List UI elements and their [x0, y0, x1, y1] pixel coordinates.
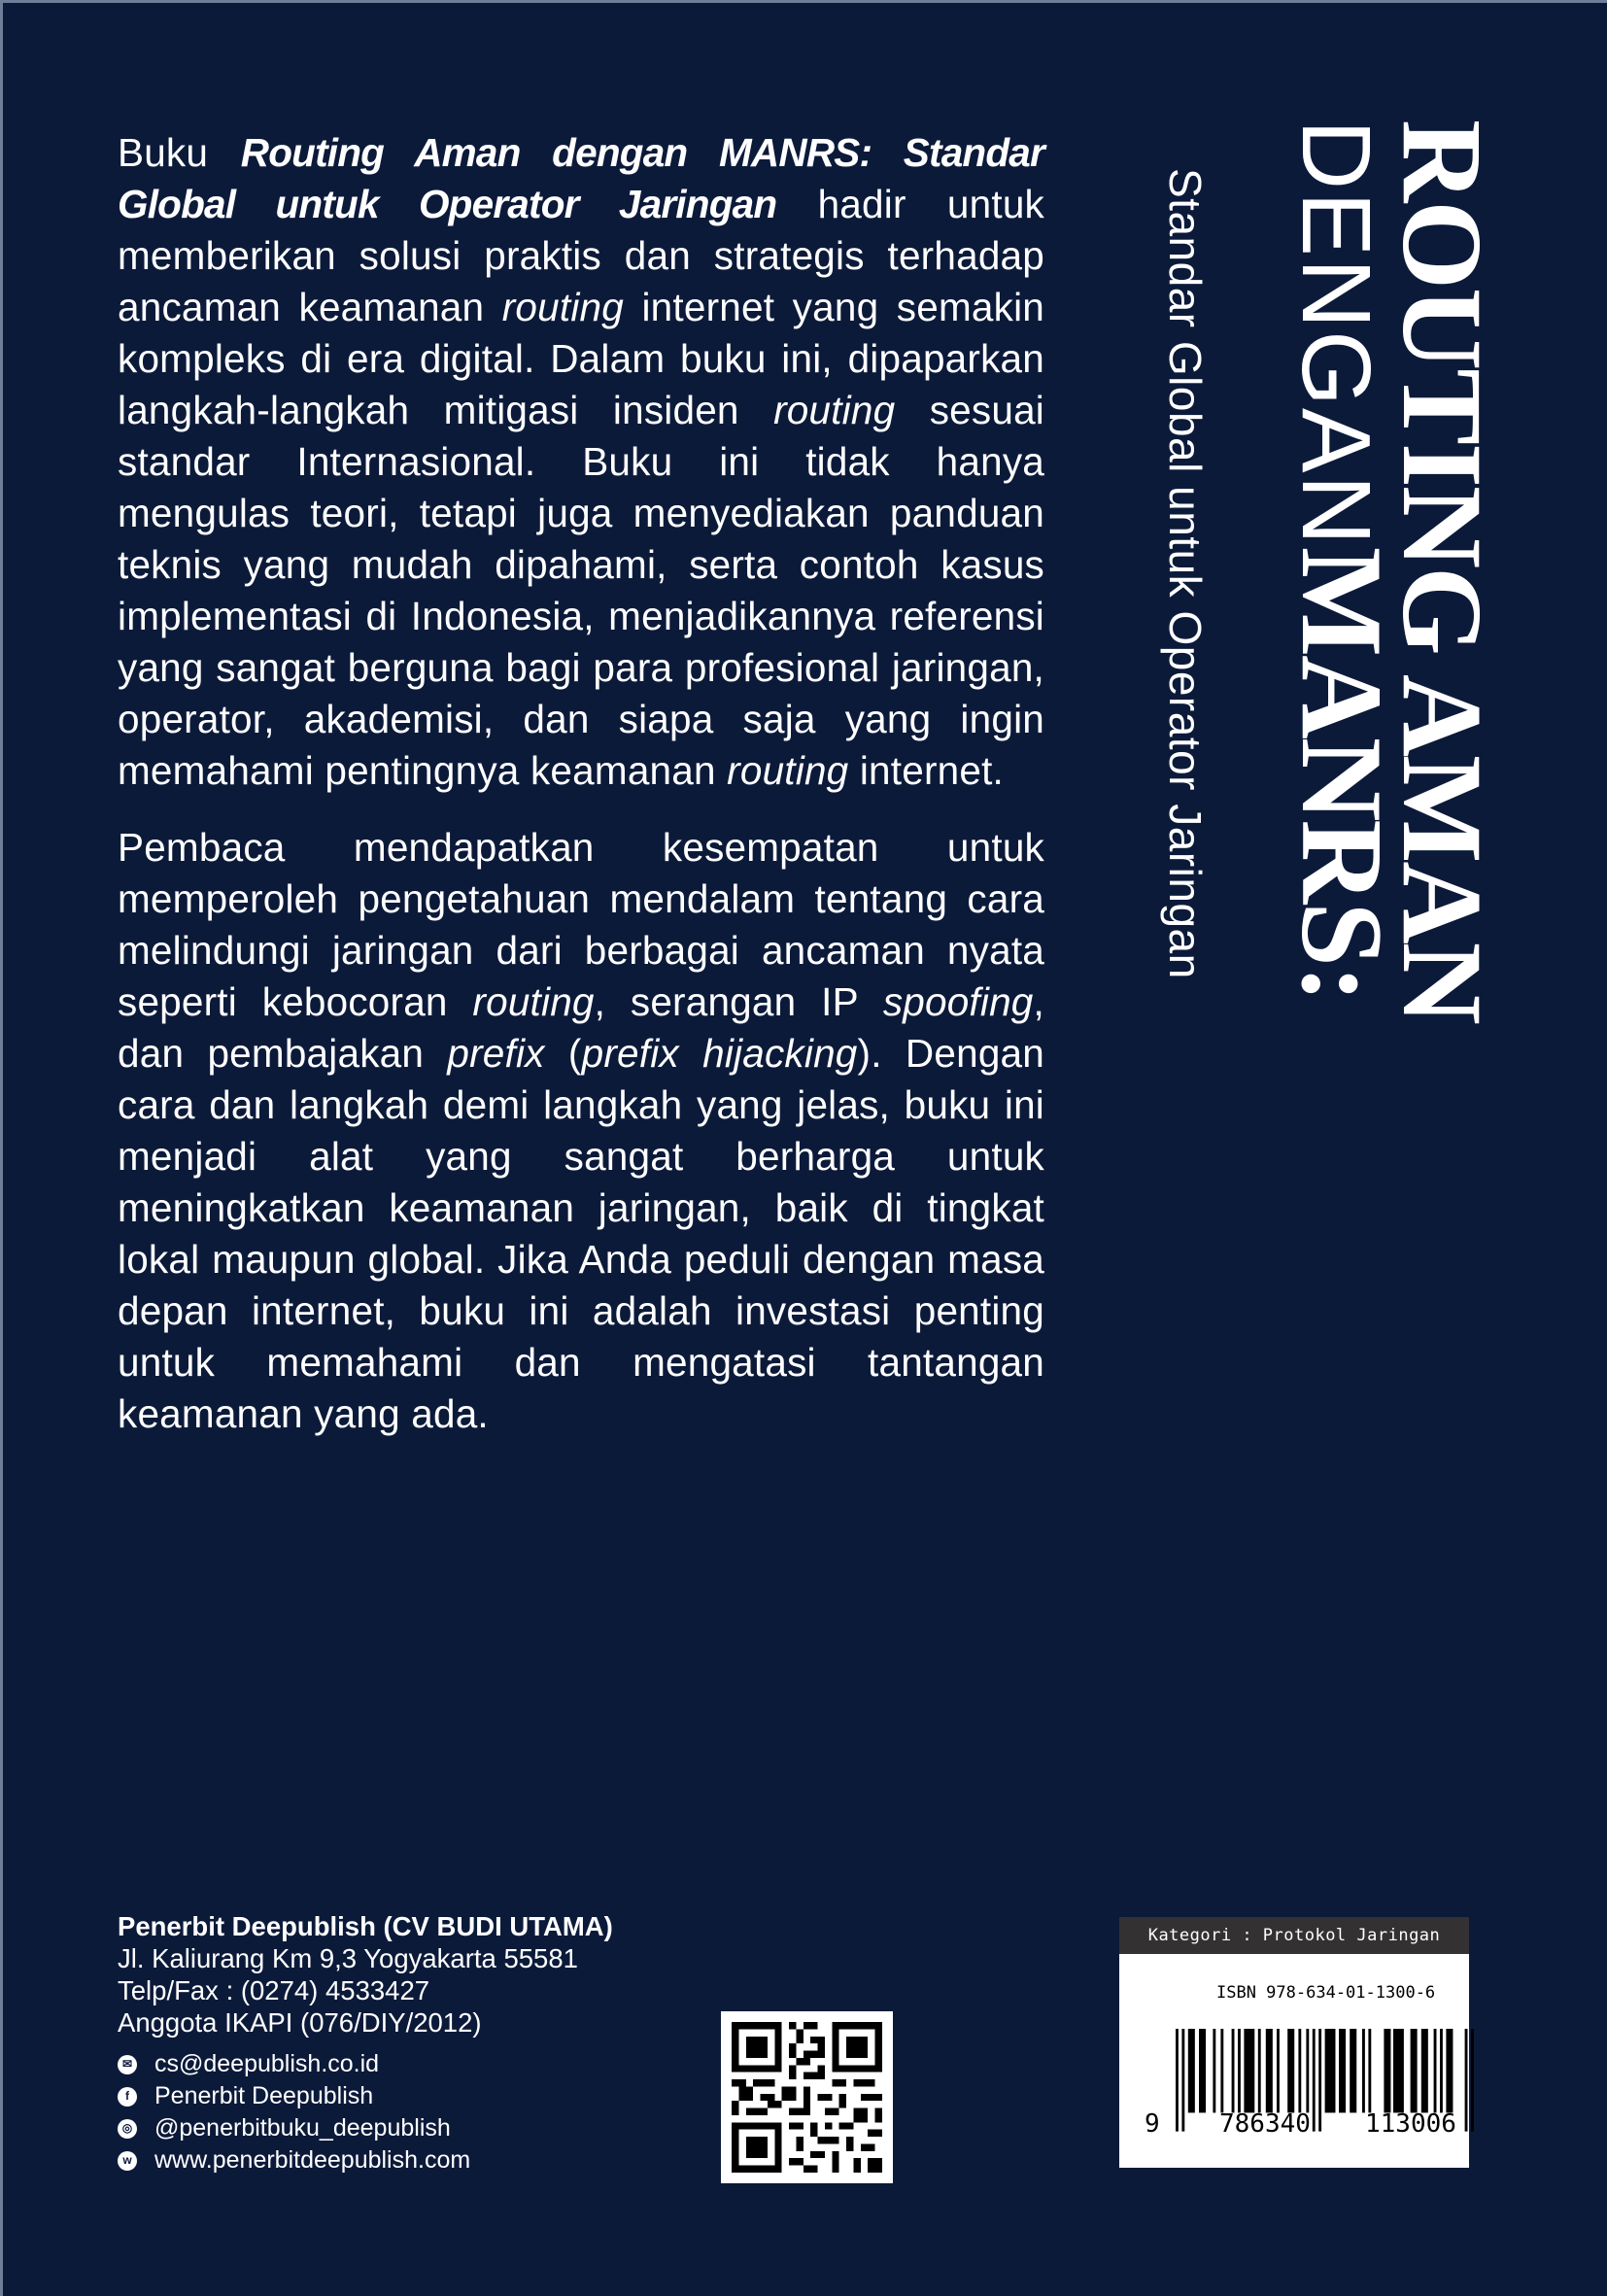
- title-line-1: ROUTING AMAN: [1379, 120, 1506, 1023]
- qr-code-icon: [732, 2022, 882, 2173]
- publisher-info: [118, 1910, 613, 2176]
- barcode-lead-digit: 9: [1145, 2109, 1160, 2139]
- isbn-number: ISBN 978-634-01-1300-6: [1216, 1983, 1436, 2003]
- subtitle: Standar Global untuk Operator Jaringan: [1160, 168, 1211, 979]
- facebook-icon: f: [118, 2087, 137, 2107]
- qr-code[interactable]: [721, 2011, 893, 2183]
- isbn-barcode-box: [1119, 1917, 1469, 2168]
- web-icon: w: [118, 2151, 137, 2171]
- instagram-icon: ◎: [118, 2119, 137, 2139]
- publisher-phone: Telp/Fax : (0274) 4533427: [118, 1975, 430, 2005]
- publisher-ikapi: Anggota IKAPI (076/DIY/2012): [118, 2007, 482, 2038]
- contact-instagram[interactable]: ◎ @penerbitbuku_deepublish: [118, 2112, 613, 2144]
- category-label: Kategori : Protokol Jaringan: [1119, 1917, 1469, 1954]
- contact-website[interactable]: w www.penerbitdeepublish.com: [118, 2144, 613, 2176]
- vertical-title: [1101, 120, 1509, 1324]
- blurb-paragraph-2: Pembaca mendapatkan kesempatan untuk memperoleh pengetahuan mendalam tentang cara melindungi jaringan dari berbagai ancaman nyata seperti kebocoran routing, serangan IP spoofing, dan pembajakan prefix (prefix hijacking). Dengan cara dan langkah demi langkah yang jelas, buku ini menjadi alat yang sangat berharga untuk meningkatkan keamanan jaringan, baik di tingkat lokal maupun global. Jika Anda peduli dengan masa depan internet, buku ini adalah investasi penting untuk memahami dan mengatasi tantangan keamanan yang ada.: [118, 825, 1045, 1436]
- title-line-2: DENGANMANRS:: [1278, 120, 1407, 1002]
- blurb: [118, 127, 1044, 1465]
- barcode-left-digits: 786340: [1219, 2109, 1311, 2139]
- contact-list: [118, 2048, 613, 2176]
- barcode-right-digits: 113006: [1365, 2109, 1456, 2139]
- publisher-address: Jl. Kaliurang Km 9,3 Yogyakarta 55581: [118, 1943, 578, 1973]
- contact-facebook[interactable]: f Penerbit Deepublish: [118, 2080, 613, 2112]
- publisher-name: Penerbit Deepublish (CV BUDI UTAMA): [118, 1911, 613, 1941]
- email-icon: ✉: [118, 2055, 137, 2074]
- blurb-paragraph-1: Buku Routing Aman dengan MANRS: Standar Global untuk Operator Jaringan hadir untuk memberikan solusi praktis dan strategis terhadap ancaman keamanan routing internet yang semakin kompleks di era digital. Dalam buku ini, dipaparkan langkah-langkah mitigasi insiden routing sesuai standar Internasional. Buku ini tidak hanya mengulas teori, tetapi juga menyediakan panduan teknis yang mudah dipahami, serta contoh kasus implementasi di Indonesia, menjadikannya referensi yang sangat berguna bagi para profesional jaringan, operator, akademisi, dan siapa saja yang ingin memahami pentingnya keamanan routing internet.: [118, 130, 1044, 793]
- book-title-inline: Routing Aman dengan MANRS: Standar Global untuk Operator Jaringan: [118, 130, 1044, 226]
- contact-email[interactable]: ✉ cs@deepublish.co.id: [118, 2048, 613, 2080]
